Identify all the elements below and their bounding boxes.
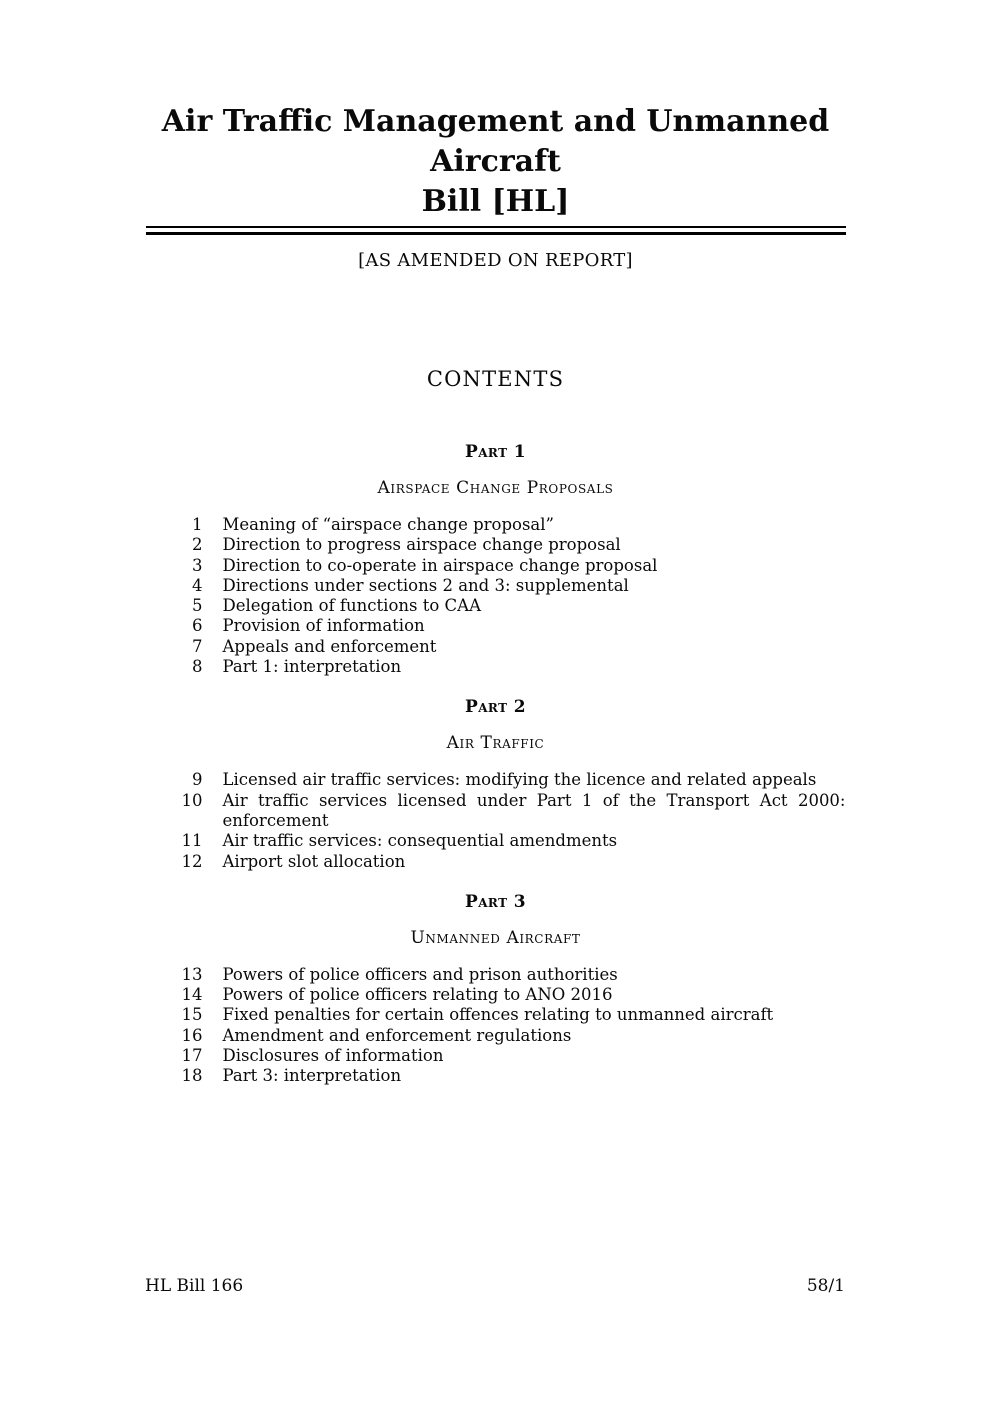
part-2-heading: Air Traffic: [446, 733, 545, 754]
part-3-label: Part 3: [465, 891, 526, 912]
toc-item: [146, 596, 846, 616]
toc-item: [146, 1046, 846, 1066]
part-1-heading: Airspace Change Proposals: [377, 478, 614, 498]
toc-item: [146, 985, 846, 1005]
toc-item: [146, 1005, 846, 1025]
toc-item-number: 12: [181, 851, 203, 871]
session-number: 58/1: [806, 1276, 845, 1296]
amended-note: [AS AMENDED ON REPORT]: [358, 250, 633, 271]
toc-item-number: 9: [192, 770, 203, 790]
toc-item: [146, 965, 846, 985]
title-double-rule: [146, 226, 846, 235]
toc-item-number: 3: [192, 555, 203, 575]
toc-item-number: 14: [181, 985, 203, 1005]
toc-item-text: Delegation of functions to CAA: [222, 596, 481, 616]
toc-item-text: Appeals and enforcement: [222, 636, 437, 656]
toc-item-number: 15: [181, 1005, 203, 1025]
toc-item-text: Fixed penalties for certain offences relating to unmanned aircraft: [222, 1005, 774, 1025]
part-3-heading: Unmanned Aircraft: [410, 927, 581, 948]
toc-item: [146, 657, 846, 677]
toc-item: [146, 515, 846, 535]
toc-item: [146, 831, 846, 851]
toc-item-number: 4: [192, 575, 203, 595]
toc-item-text: Licensed air traffic services: modifying the licence and related appeals: [222, 770, 817, 790]
toc-item-text: Part 1: interpretation: [222, 657, 402, 677]
toc-item: [146, 556, 846, 576]
part-2-label: Part 2: [465, 697, 526, 718]
toc-item-number: 10: [181, 790, 203, 810]
contents-heading: CONTENTS: [426, 367, 565, 391]
toc-item-text: Direction to progress airspace change proposal: [222, 535, 621, 555]
part-3-toc-list: [146, 965, 846, 1087]
toc-item-text: Air traffic services licensed under Part 1 of the Transport Act 2000: enforcement: [222, 790, 846, 830]
toc-item-text: Part 3: interpretation: [222, 1066, 402, 1086]
bill-number: HL Bill 166: [145, 1276, 244, 1296]
toc-item-number: 6: [192, 616, 203, 636]
toc-item-number: 2: [192, 535, 203, 555]
toc-item-text: Provision of information: [222, 616, 425, 636]
page-content: [146, 0, 846, 1087]
page-footer: [145, 1276, 845, 1296]
toc-item-text: Direction to co-operate in airspace change proposal: [222, 555, 658, 575]
part-1-label: Part 1: [465, 442, 526, 462]
toc-item-text: Air traffic services: consequential amendments: [222, 831, 618, 851]
part-2-toc-list: [146, 770, 846, 871]
toc-item: [146, 1026, 846, 1046]
toc-item-text: Meaning of “airspace change proposal”: [222, 515, 554, 534]
toc-item: [146, 535, 846, 555]
toc-item-text: Powers of police officers relating to ANO 2016: [222, 985, 613, 1005]
toc-item-text: Disclosures of information: [222, 1046, 444, 1066]
toc-item-number: 17: [181, 1046, 203, 1066]
bill-title: [146, 0, 846, 222]
toc-item-number: 16: [181, 1025, 203, 1045]
toc-item: [146, 852, 846, 872]
toc-item-number: 11: [181, 831, 203, 851]
bill-title-line-1: Air Traffic Management and Unmanned Aircraft: [161, 104, 830, 179]
bill-title-line-2: Bill [HL]: [421, 184, 570, 219]
toc-item-text: Amendment and enforcement regulations: [222, 1025, 572, 1045]
toc-item-number: 8: [192, 657, 203, 677]
toc-item-text: Powers of police officers and prison authorities: [222, 964, 618, 984]
toc-item-number: 18: [181, 1066, 203, 1086]
toc-item-number: 13: [181, 964, 203, 984]
part-1-toc-list: [146, 515, 846, 677]
toc-item: [146, 616, 846, 636]
toc-item-number: 7: [192, 636, 203, 656]
toc-item: [146, 637, 846, 657]
toc-item-number: 5: [192, 596, 203, 616]
toc-item: [146, 791, 846, 832]
toc-item: [146, 576, 846, 596]
toc-item-number: 1: [192, 515, 203, 534]
toc-item: [146, 770, 846, 790]
toc-item-text: Airport slot allocation: [222, 851, 406, 871]
toc-item-text: Directions under sections 2 and 3: supplemental: [222, 575, 629, 595]
toc-item: [146, 1066, 846, 1086]
